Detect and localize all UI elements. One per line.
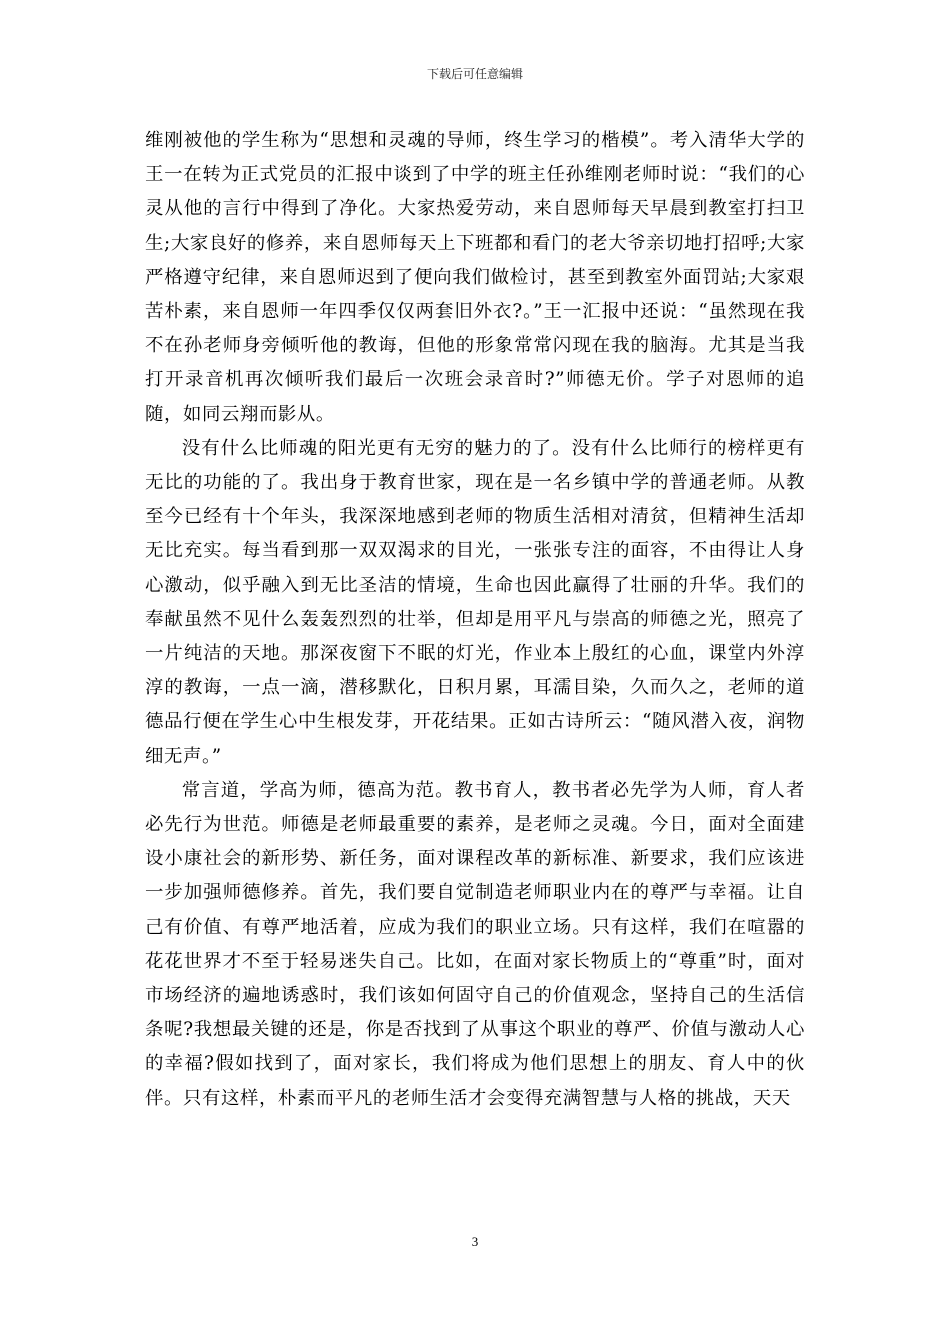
body-text xyxy=(145,124,805,1116)
page-number: 3 xyxy=(471,1234,479,1249)
paragraph-3: 常言道，学高为师，德高为范。教书育人，教书者必先学为人师，育人者必先行为世范。师德是老师最重要的素养，是老师之灵魂。今日，面对全面建设小康社会的新形势、新任务，面对课程改革的新标准、新要求，我们应该进一步加强师德修养。首先，我们要自觉制造老师职业内在的尊严与幸福。让自己有价值、有尊严地活着，应成为我们的职业立场。只有这样，我们在喧嚣的花花世界才不至于轻易迷失自己。比如，在面对家长物质上的“尊重”时，面对市场经济的遍地诱惑时，我们该如何固守自己的价值观念，坚持自己的生活信条呢?我想最关键的还是，你是否找到了从事这个职业的尊严、价值与激动人心的幸福?假如找到了，面对家长，我们将成为他们思想上的朋友、育人中的伙伴。只有这样，朴素而平凡的老师生活才会变得充满智慧与人格的挑战，天天 xyxy=(145,779,805,1109)
paragraph-2: 没有什么比师魂的阳光更有无穷的魅力的了。没有什么比师行的榜样更有无比的功能的了。我出身于教育世家，现在是一名乡镇中学的普通老师。从教至今已经有十个年头，我深深地感到老师的物质生活相对清贫，但精神生活却无比充实。每当看到那一双双渴求的目光，一张张专注的面容，不由得让人身心激动，似乎融入到无比圣洁的情境，生命也因此赢得了壮丽的升华。我们的奉献虽然不见什么轰轰烈烈的壮举，但却是用平凡与崇高的师德之光，照亮了一片纯洁的天地。那深夜窗下不眠的灯光，作业本上殷红的心血，课堂内外淳淳的教诲，一点一滴，潜移默化，日积月累，耳濡目染，久而久之，老师的道德品行便在学生心中生根发芽，开花结果。正如古诗所云：“随风潜入夜，润物细无声。” xyxy=(145,437,805,767)
page-header: 下载后可任意编辑 xyxy=(426,67,523,81)
paragraph-1: 维刚被他的学生称为“思想和灵魂的导师，终生学习的楷模”。考入清华大学的王一在转为正式党员的汇报中谈到了中学的班主任孙维刚老师时说：“我们的心灵从他的言行中得到了净化。大家热爱劳动，来自恩师每天早晨到教室打扫卫生;大家良好的修养，来自恩师每天上下班都和看门的老大爷亲切地打招呼;大家严格遵守纪律，来自恩师迟到了便向我们做检讨，甚至到教室外面罚站;大家艰苦朴素，来自恩师一年四季仅仅两套旧外衣?。”王一汇报中还说：“虽然现在我不在孙老师身旁倾听他的教诲，但他的形象常常闪现在我的脑海。尤其是当我打开录音机再次倾听我们最后一次班会录音时?”师德无价。学子对恩师的追随，如同云翔而影从。 xyxy=(145,130,805,425)
